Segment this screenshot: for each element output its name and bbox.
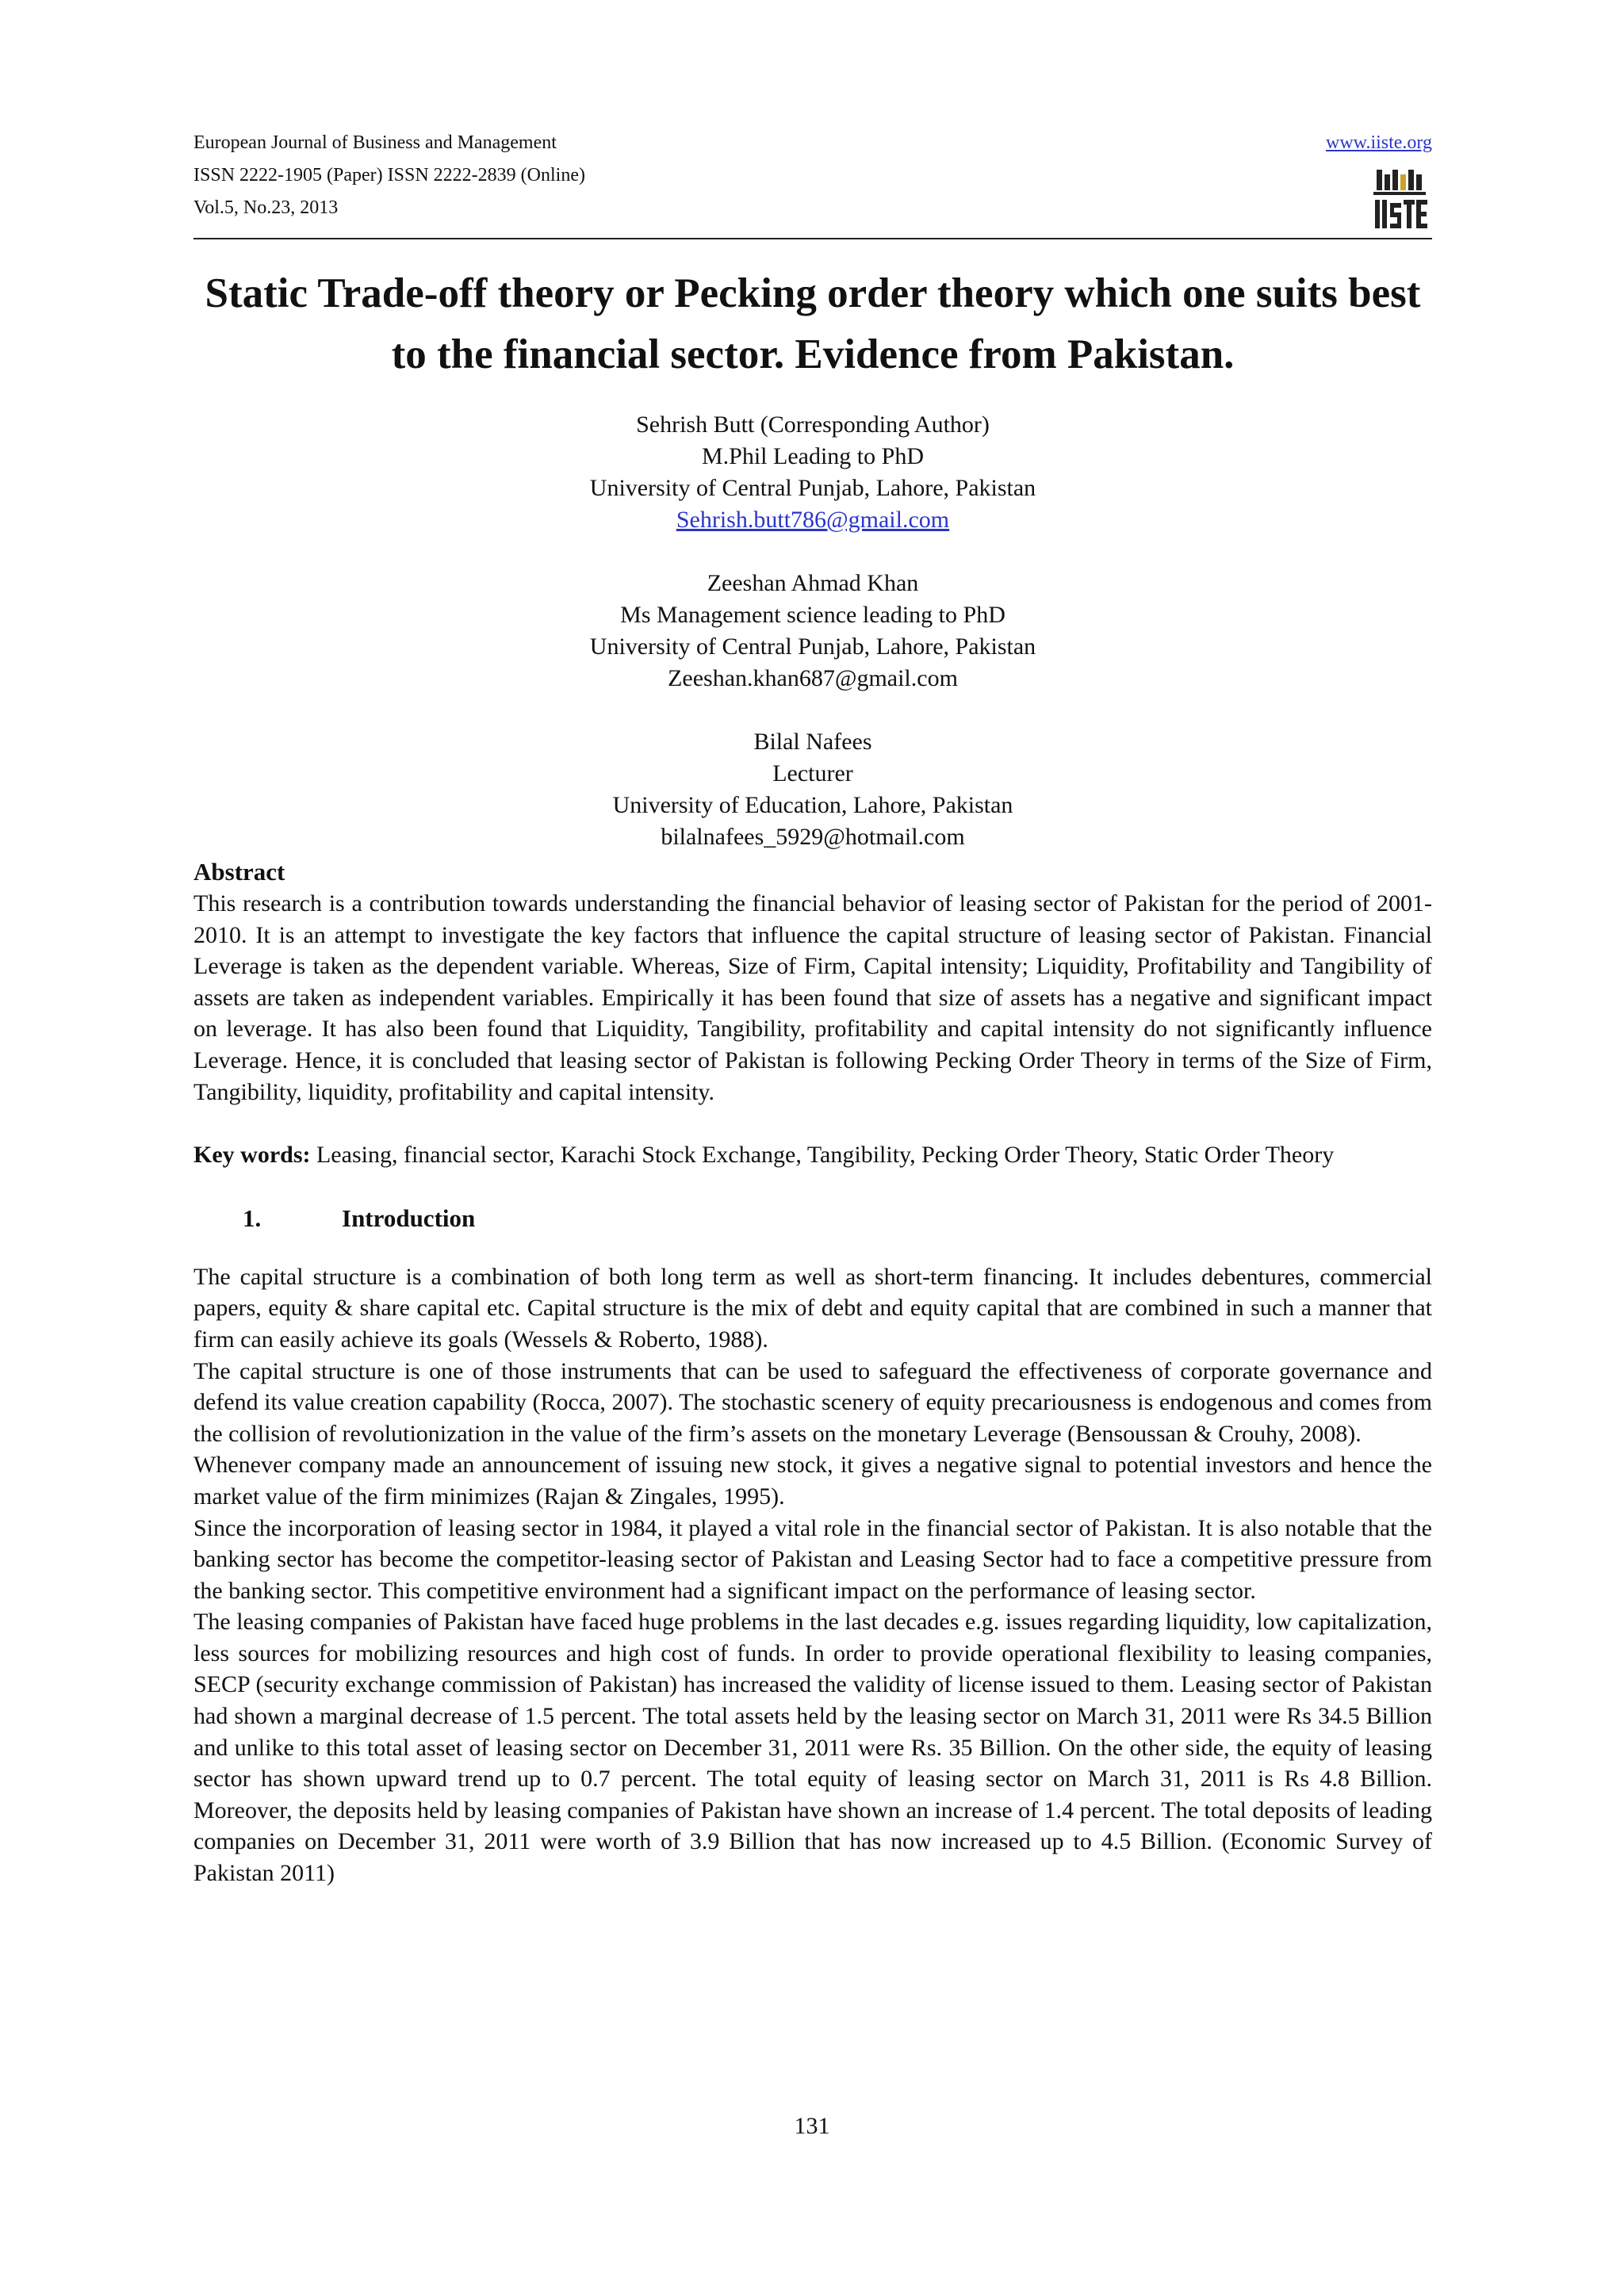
author-name: Zeeshan Ahmad Khan	[707, 570, 919, 596]
section-title: Introduction	[342, 1203, 476, 1232]
intro-paragraph-2: The capital structure is one of those instruments that can be used to safeguard the effectiveness of corporate governance and defend its value creation capability (Rocca, 2007). The stochastic scenery of equity precariousness is endogenous and comes from the collision of revolutionization in the value of the firm’s assets on the monetary Leverage (Bensoussan & Crouhy, 2008).	[193, 1357, 1432, 1447]
abstract-text: This research is a contribution towards understanding the financial behavior of leasing sector of Pakistan for the period of 2001-2010. It is an attempt to investigate the key factors that influence the capital structure of leasing sector of Pakistan. Financial Leverage is taken as the dependent variable. Whereas, Size of Firm, Capital intensity; Liquidity, Profitability and Tangibility of assets are taken as independent variables. Empirically it has been found that size of assets has a negative and significant impact on leverage. It has also been found that Liquidity, Tangibility, profitability and capital intensity do not significantly influence Leverage. Hence, it is concluded that leasing sector of Pakistan is following Pecking Order Theory in terms of the Size of Firm, Tangibility, liquidity, profitability and capital intensity.	[193, 890, 1432, 1105]
journal-name: European Journal of Business and Management	[193, 132, 557, 153]
abstract-heading: Abstract	[193, 858, 285, 886]
author-block-2	[193, 568, 1432, 695]
iiste-logo-icon	[1373, 168, 1429, 230]
journal-issn: ISSN 2222-1905 (Paper) ISSN 2222-2839 (Online)	[193, 165, 585, 186]
author-block-3	[193, 726, 1432, 853]
section-number: 1.	[243, 1203, 262, 1232]
author-block-1	[193, 409, 1432, 536]
intro-paragraph-4: Since the incorporation of leasing sector in 1984, it played a vital role in the financial sector of Pakistan. It is also notable that the banking sector has become the competitor-leasing sector of Pakistan and Leasing Sector had to face a competitive pressure from the banking sector. This competitive environment had a significant impact on the performance of leasing sector.	[193, 1514, 1432, 1604]
author-affiliation: University of Central Punjab, Lahore, Pakistan	[589, 633, 1036, 660]
journal-header	[193, 127, 1432, 239]
keywords	[193, 1139, 1432, 1171]
intro-paragraph-5: The leasing companies of Pakistan have faced huge problems in the last decades e.g. issues regarding liquidity, low capitalization, less sources for mobilizing resources and high cost of funds. In order to provide operational flexibility to leasing companies, SECP (security exchange commission of Pakistan) has increased the validity of license issued to them. Leasing sector of Pakistan had shown a marginal decrease of 1.5 percent. The total assets held by the leasing sector on March 31, 2011 were Rs 34.5 Billion and unlike to this total asset of leasing sector on December 31, 2011 were Rs. 35 Billion. On the other side, the equity of leasing sector has shown upward trend up to 0.7 percent. The total equity of leasing sector on March 31, 2011 is Rs 4.8 Billion. Moreover, the deposits held by leasing companies of Pakistan have shown an increase of 1.4 percent. The total deposits of leading companies on December 31, 2011 were worth of 3.9 Billion that has now increased up to 4.5 Billion. (Economic Survey of Pakistan 2011)	[193, 1609, 1432, 1887]
author-email-link[interactable]: Sehrish.butt786@gmail.com	[676, 507, 950, 533]
author-role: M.Phil Leading to PhD	[701, 443, 924, 469]
paper-title: Static Trade-off theory or Pecking order theory which one suits best to the financial sector. Evidence from Pakistan.	[205, 270, 1421, 377]
introduction-body	[193, 1261, 1432, 1889]
journal-url-link[interactable]: www.iiste.org	[1326, 132, 1432, 153]
author-role: Lecturer	[772, 760, 853, 786]
page-number: 131	[794, 2113, 830, 2139]
keywords-label: Key words:	[193, 1142, 311, 1169]
author-name: Sehrish Butt (Corresponding Author)	[636, 411, 990, 438]
author-email: bilalnafees_5929@hotmail.com	[661, 824, 965, 850]
journal-volume: Vol.5, No.23, 2013	[193, 197, 339, 218]
author-list	[193, 409, 1432, 853]
author-email: Zeeshan.khan687@gmail.com	[668, 665, 958, 691]
author-affiliation: University of Central Punjab, Lahore, Pakistan	[589, 475, 1036, 501]
keywords-text: Leasing, financial sector, Karachi Stock Exchange, Tangibility, Pecking Order Theory, Static Order Theory	[310, 1142, 1335, 1169]
introduction-heading	[243, 1203, 1432, 1234]
paper-page	[193, 127, 1432, 1889]
author-name: Bilal Nafees	[753, 729, 872, 755]
author-role: Ms Management science leading to PhD	[620, 602, 1005, 628]
author-affiliation: University of Education, Lahore, Pakistan	[612, 792, 1013, 818]
intro-paragraph-1: The capital structure is a combination of both long term as well as short-term financing. It includes debentures, commercial papers, equity & share capital etc. Capital structure is the mix of debt and equity capital that are combined in such a manner that firm can easily achieve its goals (Wessels & Roberto, 1988).	[193, 1263, 1432, 1353]
intro-paragraph-3: Whenever company made an announcement of issuing new stock, it gives a negative signal to potential investors and hence the market value of the firm minimizes (Rajan & Zingales, 1995).	[193, 1452, 1432, 1510]
